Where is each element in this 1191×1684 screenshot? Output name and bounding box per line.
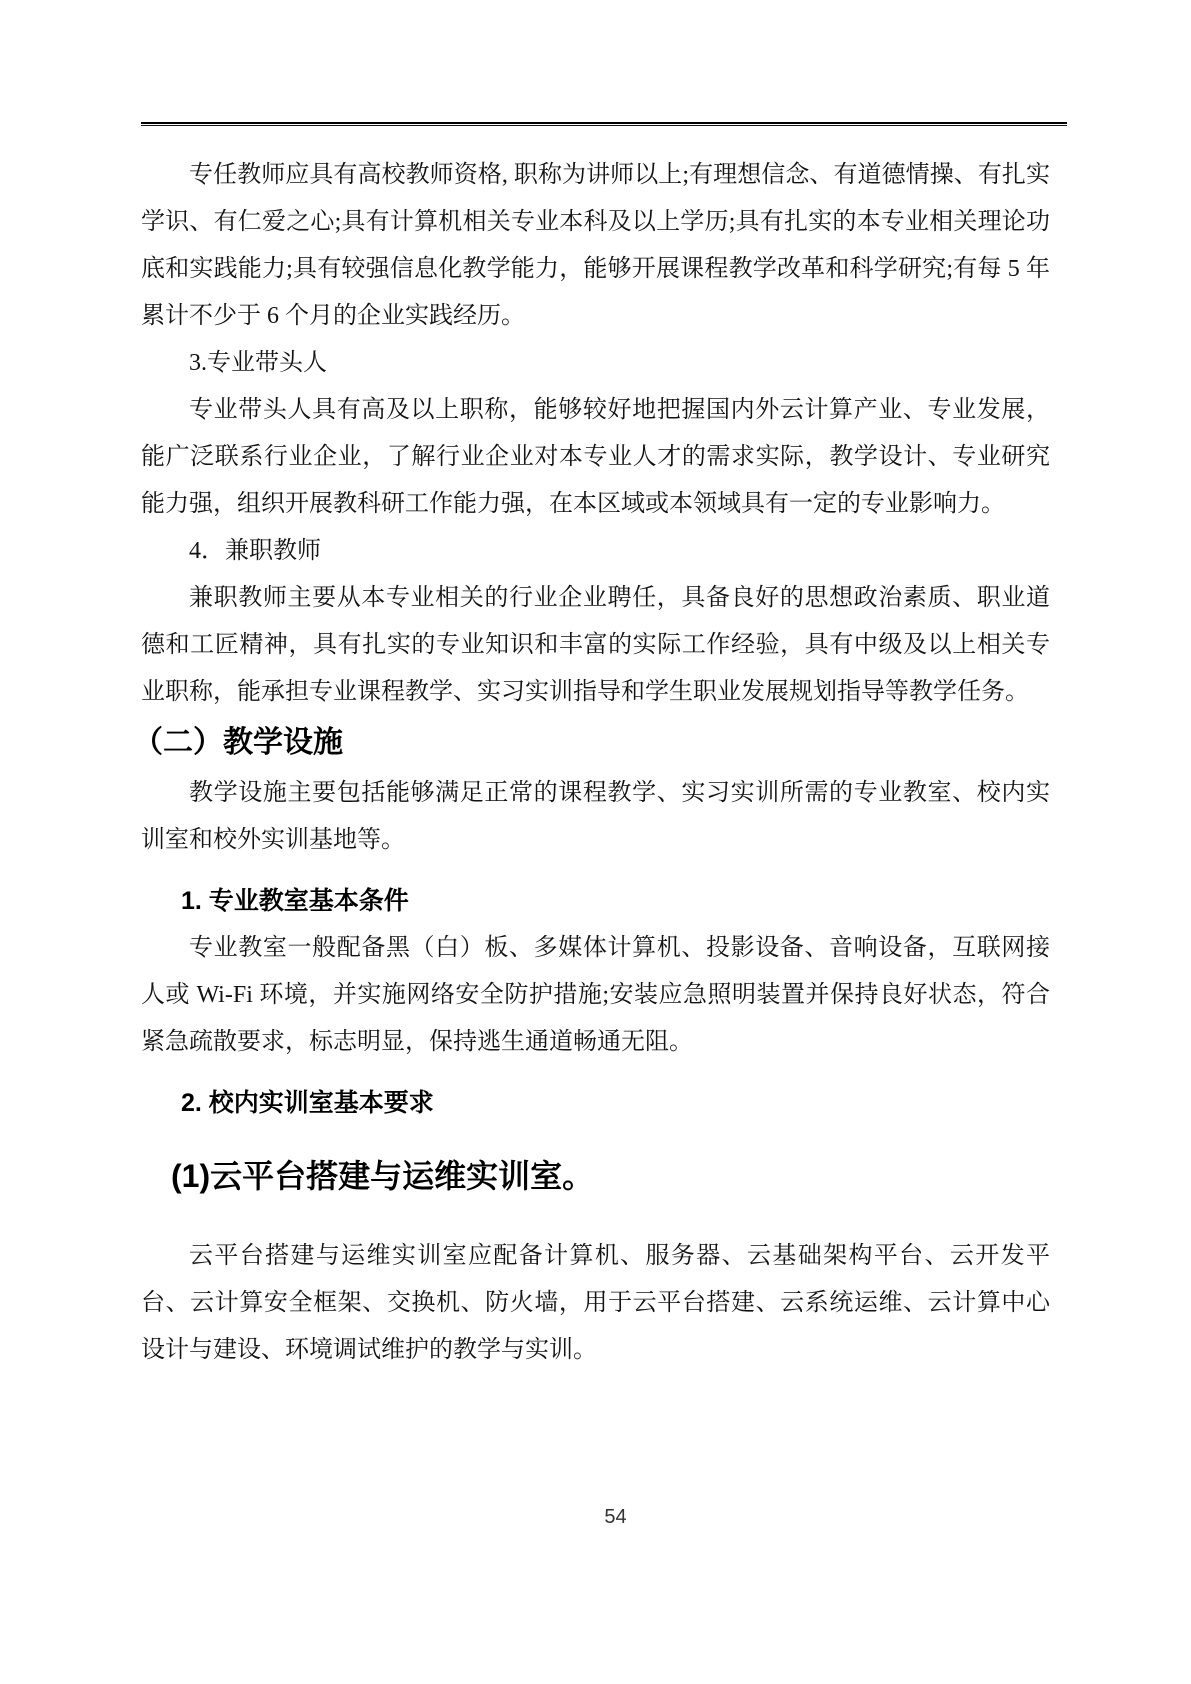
paragraph-parttime-teachers: 兼职教师主要从本专业相关的行业企业聘任，具备良好的思想政治素质、职业道德和工匠精神，具有扎实的专业知识和丰富的实际工作经验，具有中级及以上相关专业职称，能承担专业课程教学、实习实训指导和学生职业发展规划指导等教学任务。	[141, 585, 1050, 705]
paragraph-teaching-facilities: 教学设施主要包括能够满足正常的课程教学、实习实训所需的专业教室、校内实训室和校外实训基地等。	[141, 780, 1050, 853]
heading-sub-2-campus-training-rooms: 2. 校内实训室基本要求	[181, 1089, 434, 1117]
heading-sub-1-classroom-conditions: 1. 专业教室基本条件	[181, 887, 409, 915]
paragraph-cloud-platform-lab: 云平台搭建与运维实训室应配备计算机、服务器、云基础架构平台、云开发平台、云计算安全框架、交换机、防火墙，用于云平台搭建、云系统运维、云计算中心设计与建设、环境调试维护的教学与实训。	[141, 1243, 1050, 1363]
page-content	[133, 0, 1050, 1374]
paragraph-fulltime-teachers: 专任教师应具有高校教师资格, 职称为讲师以上;有理想信念、有道德情操、有扎实学识、有仁爱之心;具有计算机相关专业本科及以上学历;具有扎实的本专业相关理论功底和实践能力;具有较强信息化教学能力，能够开展课程教学改革和科学研究;有每 5 年累计不少于 6 个月的企业实践经历。	[141, 162, 1050, 329]
heading-item-1-cloud-platform-lab: (1)云平台搭建与运维实训室。	[171, 1158, 595, 1194]
heading-item-4-parttime-teachers: 4．兼职教师	[189, 538, 321, 564]
heading-item-3-professional-leader: 3.专业带头人	[189, 350, 327, 376]
paragraph-classroom-conditions: 专业教室一般配备黑（白）板、多媒体计算机、投影设备、音响设备，互联网接人或 Wi-Fi 环境，并实施网络安全防护措施;安装应急照明装置并保持良好状态，符合紧急疏散要求，标志明显，保持逃生通道畅通无阻。	[141, 935, 1050, 1055]
paragraph-professional-leader: 专业带头人具有高及以上职称，能够较好地把握国内外云计算产业、专业发展，能广泛联系行业企业，了解行业企业对本专业人才的需求实际，教学设计、专业研究能力强，组织开展教科研工作能力强，在本区域或本领域具有一定的专业影响力。	[141, 397, 1050, 517]
header-rule	[141, 122, 1067, 126]
heading-section-2-teaching-facilities: （二）教学设施	[133, 726, 343, 759]
page-number: 54	[604, 1506, 627, 1528]
